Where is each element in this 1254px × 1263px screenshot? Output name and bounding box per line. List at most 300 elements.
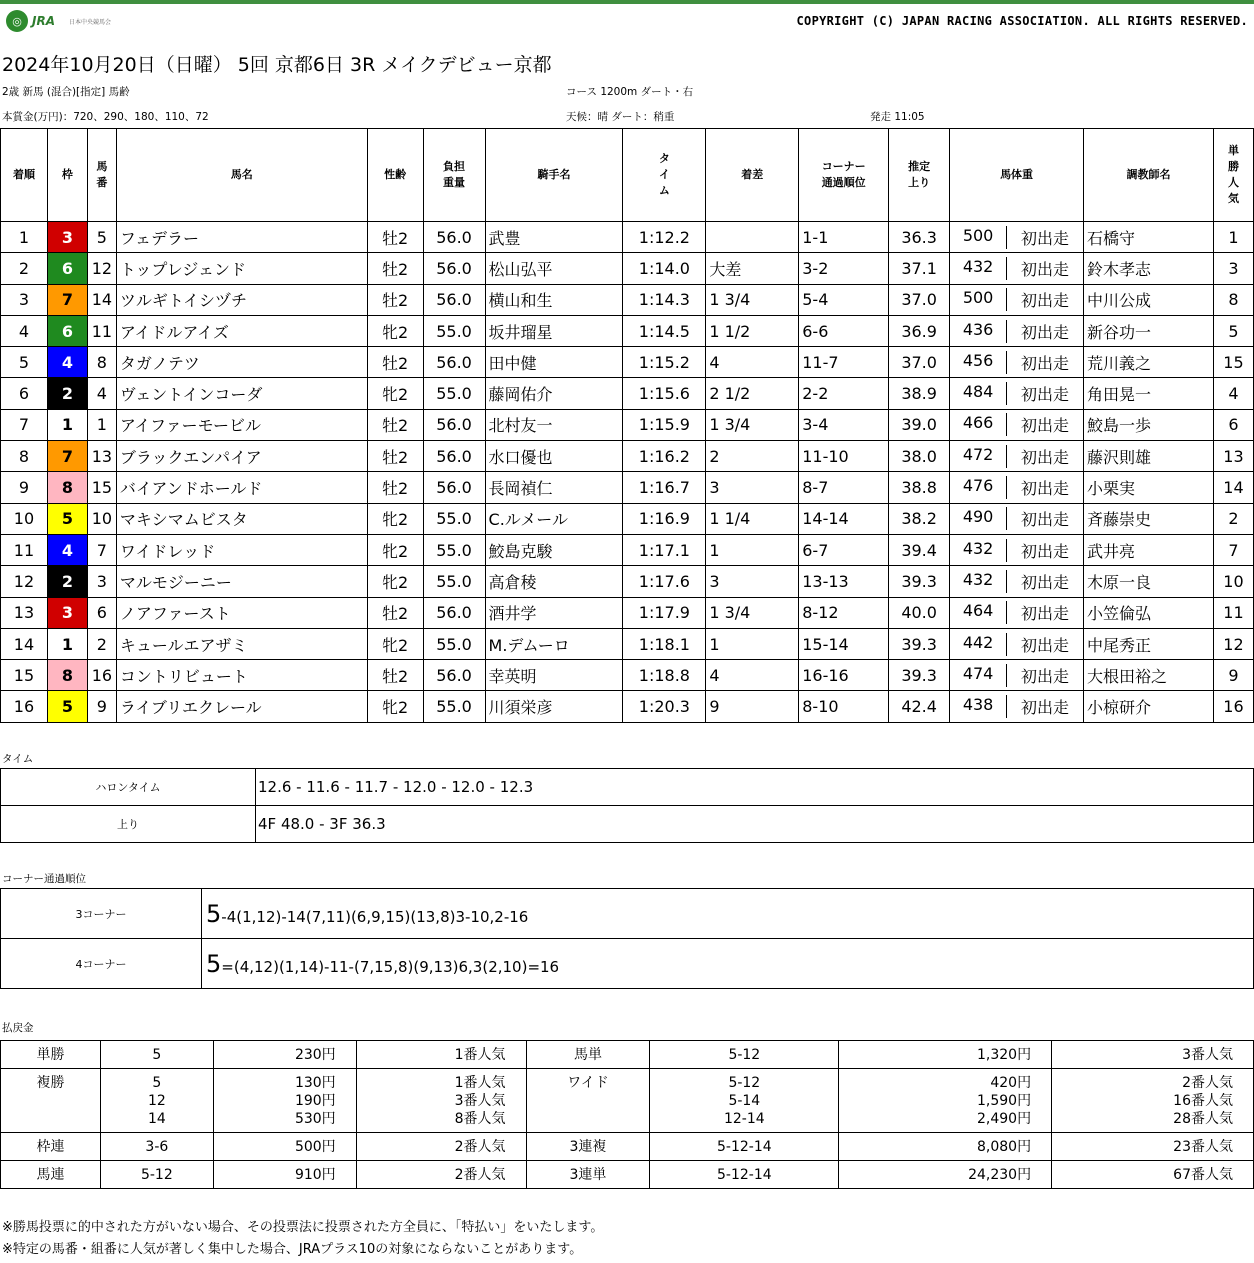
trainer-name[interactable]: 中尾秀正 (1084, 628, 1214, 659)
carried-weight: 56.0 (423, 284, 485, 315)
table-row (1, 315, 1254, 346)
sex-age: 牡2 (367, 660, 423, 691)
horse-name[interactable]: ブラックエンパイア (116, 441, 367, 472)
jockey-name[interactable]: 田中健 (485, 347, 623, 378)
header-margin: 着差 (706, 129, 799, 222)
body-weight-diff: 初出走 (1021, 479, 1070, 499)
waku-number: 2 (47, 378, 87, 409)
logo-text: JRA (32, 14, 55, 28)
waku-number: 3 (47, 597, 87, 628)
start-time: 発走 11:05 (870, 111, 925, 123)
waku-number: 4 (47, 534, 87, 565)
bet-type: 3連単 (526, 1161, 650, 1189)
payout-amount (839, 1161, 1052, 1189)
header-last3f: 推定 上り (889, 129, 950, 222)
margin: 1 (706, 628, 799, 659)
sex-age: 牡2 (367, 441, 423, 472)
copyright-notice: COPYRIGHT (C) JAPAN RACING ASSOCIATION. ALL RIGHTS RESERVED. (796, 14, 1248, 28)
jockey-name[interactable]: 坂井瑠星 (485, 315, 623, 346)
trainer-name[interactable]: 荒川義之 (1084, 347, 1214, 378)
last-3f: 37.0 (889, 347, 950, 378)
payout-popularity-line: 28番人気 (1173, 1111, 1233, 1127)
payout-amount (213, 1041, 356, 1069)
finish-position: 7 (1, 409, 48, 440)
trainer-name[interactable]: 石橋守 (1084, 222, 1214, 253)
trainer-name[interactable]: 大根田裕之 (1084, 660, 1214, 691)
corner-position: 14-14 (799, 503, 889, 534)
jockey-name[interactable]: 北村友一 (485, 409, 623, 440)
payout-row (1, 1133, 1254, 1161)
horse-name[interactable]: ライブリエクレール (116, 691, 367, 722)
trainer-name[interactable]: 鈴木孝志 (1084, 253, 1214, 284)
popularity: 14 (1213, 472, 1253, 503)
jra-logo[interactable] (6, 10, 111, 32)
waku-number: 2 (47, 566, 87, 597)
body-weight-value: 436 (950, 320, 1007, 343)
table-row (1, 253, 1254, 284)
popularity: 5 (1213, 315, 1253, 346)
corner-position: 1-1 (799, 222, 889, 253)
trainer-name[interactable]: 新谷功一 (1084, 315, 1214, 346)
margin: 3 (706, 566, 799, 597)
finish-time: 1:12.2 (623, 222, 706, 253)
body-weight (950, 284, 1084, 315)
header-num: 馬 番 (87, 129, 116, 222)
carried-weight: 55.0 (423, 691, 485, 722)
trainer-name[interactable]: 小椋研介 (1084, 691, 1214, 722)
finish-position: 14 (1, 628, 48, 659)
bet-type: 馬連 (1, 1161, 101, 1189)
trainer-name[interactable]: 武井亮 (1084, 534, 1214, 565)
results-header-row (1, 129, 1254, 222)
last-3f: 36.3 (889, 222, 950, 253)
carried-weight: 55.0 (423, 566, 485, 597)
carried-weight: 56.0 (423, 347, 485, 378)
waku-number: 5 (47, 691, 87, 722)
body-weight-value: 500 (950, 226, 1007, 249)
corner-leader: 5 (206, 899, 222, 928)
last-3f: 38.9 (889, 378, 950, 409)
table-row (1, 691, 1254, 722)
page-title: 2024年10月20日（日曜） 5回 京都6日 3R メイクデビュー京都 (2, 54, 552, 76)
header-jockey: 騎手名 (485, 129, 623, 222)
body-weight (950, 472, 1084, 503)
horse-number: 10 (87, 503, 116, 534)
furlong-row (1, 769, 1254, 806)
finish-position: 15 (1, 660, 48, 691)
horse-number: 9 (87, 691, 116, 722)
finish-time: 1:20.3 (623, 691, 706, 722)
payout-note: ※勝馬投票に的中された方がいない場合、その投票法に投票された方全員に、「特払い」をいたします。 (2, 1220, 604, 1235)
trainer-name[interactable]: 藤沢則雄 (1084, 441, 1214, 472)
body-weight (950, 441, 1084, 472)
race-course: コース 1200m ダート・右 (566, 86, 694, 98)
carried-weight: 56.0 (423, 597, 485, 628)
corner-label: 3コーナー (1, 889, 202, 939)
prize-money: 本賞金(万円)：720、290、180、110、72 (2, 111, 209, 123)
trainer-name[interactable]: 角田晃一 (1084, 378, 1214, 409)
payout-amount (213, 1161, 356, 1189)
carried-weight: 56.0 (423, 253, 485, 284)
trainer-name[interactable]: 木原一良 (1084, 566, 1214, 597)
sex-age: 牝2 (367, 503, 423, 534)
body-weight-diff: 初出走 (1021, 541, 1070, 561)
bet-type: 枠連 (1, 1133, 101, 1161)
margin: 1 3/4 (706, 597, 799, 628)
horse-number: 15 (87, 472, 116, 503)
finish-position: 6 (1, 378, 48, 409)
race-condition: 2歳 新馬 (混合)[指定] 馬齢 (2, 86, 130, 98)
corner-order-table (0, 888, 1254, 989)
corner-position: 3-2 (799, 253, 889, 284)
sex-age: 牝2 (367, 315, 423, 346)
popularity: 6 (1213, 409, 1253, 440)
corner-position: 13-13 (799, 566, 889, 597)
results-table (0, 128, 1254, 723)
trainer-name[interactable]: 小笠倫弘 (1084, 597, 1214, 628)
finish-position: 10 (1, 503, 48, 534)
bet-numbers (650, 1069, 839, 1133)
popularity: 10 (1213, 566, 1253, 597)
finish-time: 1:18.8 (623, 660, 706, 691)
horse-number: 1 (87, 409, 116, 440)
jockey-name[interactable]: C.ルメール (485, 503, 623, 534)
jockey-name[interactable]: 武豊 (485, 222, 623, 253)
corner-position: 3-4 (799, 409, 889, 440)
horse-name[interactable]: マルモジーニー (116, 566, 367, 597)
payout-popularity-line: 1番人気 (454, 1075, 506, 1091)
jockey-name[interactable]: 水口優也 (485, 441, 623, 472)
horse-name[interactable]: アイドルアイズ (116, 315, 367, 346)
jockey-name[interactable]: 鮫島克駿 (485, 534, 623, 565)
finish-time: 1:15.9 (623, 409, 706, 440)
payout-amount (839, 1041, 1052, 1069)
body-weight (950, 347, 1084, 378)
payout-popularity-line: 2番人気 (1182, 1075, 1233, 1091)
corner-order (202, 889, 1254, 939)
horse-number: 4 (87, 378, 116, 409)
body-weight-value: 442 (950, 633, 1007, 656)
body-weight (950, 566, 1084, 597)
bet-type: ワイド (526, 1069, 650, 1133)
jockey-name[interactable]: 松山弘平 (485, 253, 623, 284)
margin: 1 3/4 (706, 409, 799, 440)
header-bw: 馬体重 (950, 129, 1084, 222)
bet-numbers-line: 5-12-14 (717, 1167, 772, 1183)
popularity: 16 (1213, 691, 1253, 722)
payout-table (0, 1040, 1254, 1189)
sex-age: 牡2 (367, 409, 423, 440)
jockey-name[interactable]: 川須栄彦 (485, 691, 623, 722)
body-weight-diff: 初出走 (1021, 416, 1070, 436)
horse-number: 3 (87, 566, 116, 597)
last-3f: 40.0 (889, 597, 950, 628)
bet-numbers (100, 1041, 213, 1069)
waku-number: 1 (47, 628, 87, 659)
agari-row (1, 806, 1254, 843)
corner-row (1, 939, 1254, 989)
corner-position: 6-7 (799, 534, 889, 565)
corner-rest: =(4,12)(1,14)-11-(7,15,8)(9,13)6,3(2,10)=16 (221, 957, 560, 976)
jockey-name[interactable]: M.デムーロ (485, 628, 623, 659)
bet-numbers-line: 12 (147, 1093, 166, 1109)
table-row (1, 503, 1254, 534)
payout-popularity (1052, 1133, 1254, 1161)
body-weight-diff: 初出走 (1021, 385, 1070, 405)
sex-age: 牝2 (367, 628, 423, 659)
header-pos: 着順 (1, 129, 48, 222)
payout-amount-line: 1,320円 (977, 1047, 1032, 1063)
carried-weight: 56.0 (423, 222, 485, 253)
header-weight: 負担 重量 (423, 129, 485, 222)
payout-popularity (356, 1161, 526, 1189)
payout-row (1, 1069, 1254, 1133)
finish-time: 1:15.2 (623, 347, 706, 378)
finish-time: 1:17.1 (623, 534, 706, 565)
waku-number: 6 (47, 315, 87, 346)
body-weight-diff: 初出走 (1021, 666, 1070, 686)
corner-position: 16-16 (799, 660, 889, 691)
table-row (1, 347, 1254, 378)
horse-name[interactable]: フェデラー (116, 222, 367, 253)
bet-numbers-line: 5-12 (140, 1167, 173, 1183)
table-row (1, 441, 1254, 472)
horse-number: 2 (87, 628, 116, 659)
body-weight-value: 432 (950, 570, 1007, 593)
bet-type: 単勝 (1, 1041, 101, 1069)
table-row (1, 597, 1254, 628)
body-weight-value: 472 (950, 445, 1007, 468)
finish-time: 1:16.2 (623, 441, 706, 472)
body-weight-diff: 初出走 (1021, 698, 1070, 718)
payout-amount (839, 1133, 1052, 1161)
bet-numbers-line: 12-14 (723, 1111, 765, 1127)
sex-age: 牡2 (367, 347, 423, 378)
margin: 2 (706, 441, 799, 472)
payout-amount-line: 2,490円 (977, 1111, 1032, 1127)
body-weight (950, 503, 1084, 534)
body-weight-diff: 初出走 (1021, 322, 1070, 342)
payout-section-label: 払戻金 (2, 1022, 34, 1034)
jockey-name[interactable]: 藤岡佑介 (485, 378, 623, 409)
payout-popularity (1052, 1161, 1254, 1189)
jockey-name[interactable]: 長岡禎仁 (485, 472, 623, 503)
sex-age: 牡2 (367, 284, 423, 315)
horse-number: 16 (87, 660, 116, 691)
payout-amount-line: 530円 (294, 1111, 336, 1127)
waku-number: 8 (47, 660, 87, 691)
logo-subtitle: 日本中央競馬会 (69, 18, 112, 26)
corner-leader: 5 (206, 949, 222, 978)
carried-weight: 55.0 (423, 503, 485, 534)
body-weight-value: 484 (950, 382, 1007, 405)
bet-numbers-line: 5-12-14 (717, 1139, 772, 1155)
table-row (1, 284, 1254, 315)
sex-age: 牝2 (367, 378, 423, 409)
payout-popularity-line: 23番人気 (1173, 1139, 1233, 1155)
jockey-name[interactable]: 横山和生 (485, 284, 623, 315)
last-3f: 37.0 (889, 284, 950, 315)
finish-position: 8 (1, 441, 48, 472)
jockey-name[interactable]: 高倉稜 (485, 566, 623, 597)
payout-popularity-line: 3番人気 (454, 1093, 506, 1109)
corner-position: 6-6 (799, 315, 889, 346)
corner-position: 8-12 (799, 597, 889, 628)
horse-name[interactable]: トップレジェンド (116, 253, 367, 284)
popularity: 2 (1213, 503, 1253, 534)
payout-popularity-line: 67番人気 (1173, 1167, 1233, 1183)
carried-weight: 56.0 (423, 660, 485, 691)
header-waku: 枠 (47, 129, 87, 222)
finish-position: 16 (1, 691, 48, 722)
carried-weight: 55.0 (423, 378, 485, 409)
body-weight-diff: 初出走 (1021, 353, 1070, 373)
waku-number: 7 (47, 284, 87, 315)
finish-time: 1:16.9 (623, 503, 706, 534)
payout-amount-line: 230円 (294, 1047, 336, 1063)
payout-amount (839, 1069, 1052, 1133)
body-weight-value: 490 (950, 507, 1007, 530)
popularity: 9 (1213, 660, 1253, 691)
finish-position: 3 (1, 284, 48, 315)
margin: 4 (706, 660, 799, 691)
weather-track: 天候：晴 ダート：稍重 (566, 111, 675, 123)
margin (706, 222, 799, 253)
bet-numbers-line: 14 (147, 1111, 166, 1127)
payout-row (1, 1041, 1254, 1069)
payout-amount-line: 190円 (294, 1093, 336, 1109)
horse-name[interactable]: タガノテツ (116, 347, 367, 378)
horse-name[interactable]: ワイドレッド (116, 534, 367, 565)
horse-number: 5 (87, 222, 116, 253)
payout-popularity (356, 1133, 526, 1161)
corners-section-label: コーナー通過順位 (2, 873, 86, 885)
margin: 9 (706, 691, 799, 722)
horse-name[interactable]: ツルギトイシヅチ (116, 284, 367, 315)
payout-amount-line: 420円 (990, 1075, 1032, 1091)
laps-section-label: タイム (2, 753, 34, 765)
jockey-name[interactable]: 酒井学 (485, 597, 623, 628)
sex-age: 牝2 (367, 534, 423, 565)
table-row (1, 660, 1254, 691)
body-weight-value: 466 (950, 413, 1007, 436)
popularity: 1 (1213, 222, 1253, 253)
sex-age: 牡2 (367, 222, 423, 253)
waku-number: 3 (47, 222, 87, 253)
waku-number: 1 (47, 409, 87, 440)
margin: 1 (706, 534, 799, 565)
body-weight-diff: 初出走 (1021, 572, 1070, 592)
horse-name[interactable]: キュールエアザミ (116, 628, 367, 659)
corner-position: 8-10 (799, 691, 889, 722)
horse-name[interactable]: コントリビュート (116, 660, 367, 691)
agari-value: 4F 48.0 - 3F 36.3 (256, 806, 1254, 843)
corner-position: 5-4 (799, 284, 889, 315)
lap-time-table (0, 768, 1254, 843)
horse-name[interactable]: バイアンドホールド (116, 472, 367, 503)
furlong-value: 12.6 - 11.6 - 11.7 - 12.0 - 12.0 - 12.3 (256, 769, 1254, 806)
sex-age: 牝2 (367, 566, 423, 597)
horse-number: 6 (87, 597, 116, 628)
carried-weight: 56.0 (423, 441, 485, 472)
margin: 1 1/2 (706, 315, 799, 346)
body-weight-value: 500 (950, 288, 1007, 311)
finish-position: 11 (1, 534, 48, 565)
popularity: 15 (1213, 347, 1253, 378)
trainer-name[interactable]: 鮫島一歩 (1084, 409, 1214, 440)
horse-name[interactable]: ヴェントインコーダ (116, 378, 367, 409)
payout-amount (213, 1133, 356, 1161)
horse-name[interactable]: アイファーモービル (116, 409, 367, 440)
bet-numbers-line: 3-6 (145, 1139, 169, 1155)
body-weight-value: 438 (950, 695, 1007, 718)
margin: 3 (706, 472, 799, 503)
body-weight-diff: 初出走 (1021, 635, 1070, 655)
jockey-name[interactable]: 幸英明 (485, 660, 623, 691)
payout-note: ※特定の馬番・組番に人気が著しく集中した場合、JRAプラス10の対象にならないことがあります。 (2, 1242, 583, 1257)
carried-weight: 55.0 (423, 534, 485, 565)
last-3f: 39.3 (889, 628, 950, 659)
corner-rest: -4(1,12)-14(7,11)(6,9,15)(13,8)3-10,2-16 (221, 907, 529, 926)
payout-popularity-line: 2番人気 (454, 1167, 506, 1183)
trainer-name[interactable]: 中川公成 (1084, 284, 1214, 315)
last-3f: 39.3 (889, 660, 950, 691)
payout-popularity-line: 1番人気 (454, 1047, 506, 1063)
bet-numbers (650, 1133, 839, 1161)
waku-number: 7 (47, 441, 87, 472)
trainer-name[interactable]: 斉藤崇史 (1084, 503, 1214, 534)
bet-numbers (100, 1133, 213, 1161)
bet-numbers-line: 5-14 (728, 1093, 761, 1109)
furlong-label: ハロンタイム (1, 769, 256, 806)
corner-position: 8-7 (799, 472, 889, 503)
sex-age: 牡2 (367, 597, 423, 628)
corner-order (202, 939, 1254, 989)
popularity: 13 (1213, 441, 1253, 472)
horse-number: 11 (87, 315, 116, 346)
trainer-name[interactable]: 小栗実 (1084, 472, 1214, 503)
corner-position: 2-2 (799, 378, 889, 409)
body-weight (950, 534, 1084, 565)
waku-number: 5 (47, 503, 87, 534)
payout-popularity-line: 3番人気 (1182, 1047, 1233, 1063)
body-weight (950, 628, 1084, 659)
finish-time: 1:16.7 (623, 472, 706, 503)
carried-weight: 55.0 (423, 315, 485, 346)
payout-popularity-line: 16番人気 (1173, 1093, 1233, 1109)
body-weight-value: 432 (950, 539, 1007, 562)
payout-amount-line: 1,590円 (977, 1093, 1032, 1109)
last-3f: 42.4 (889, 691, 950, 722)
waku-number: 6 (47, 253, 87, 284)
popularity: 4 (1213, 378, 1253, 409)
horse-name[interactable]: マキシマムビスタ (116, 503, 367, 534)
table-row (1, 222, 1254, 253)
horse-name[interactable]: ノアファースト (116, 597, 367, 628)
horse-number: 12 (87, 253, 116, 284)
payout-amount-line: 910円 (294, 1167, 336, 1183)
body-weight-value: 464 (950, 601, 1007, 624)
finish-time: 1:18.1 (623, 628, 706, 659)
payout-popularity (1052, 1069, 1254, 1133)
body-weight-value: 476 (950, 476, 1007, 499)
agari-label: 上り (1, 806, 256, 843)
body-weight (950, 691, 1084, 722)
bet-numbers-line: 5 (152, 1075, 162, 1091)
finish-position: 12 (1, 566, 48, 597)
popularity: 8 (1213, 284, 1253, 315)
margin: 1 1/4 (706, 503, 799, 534)
